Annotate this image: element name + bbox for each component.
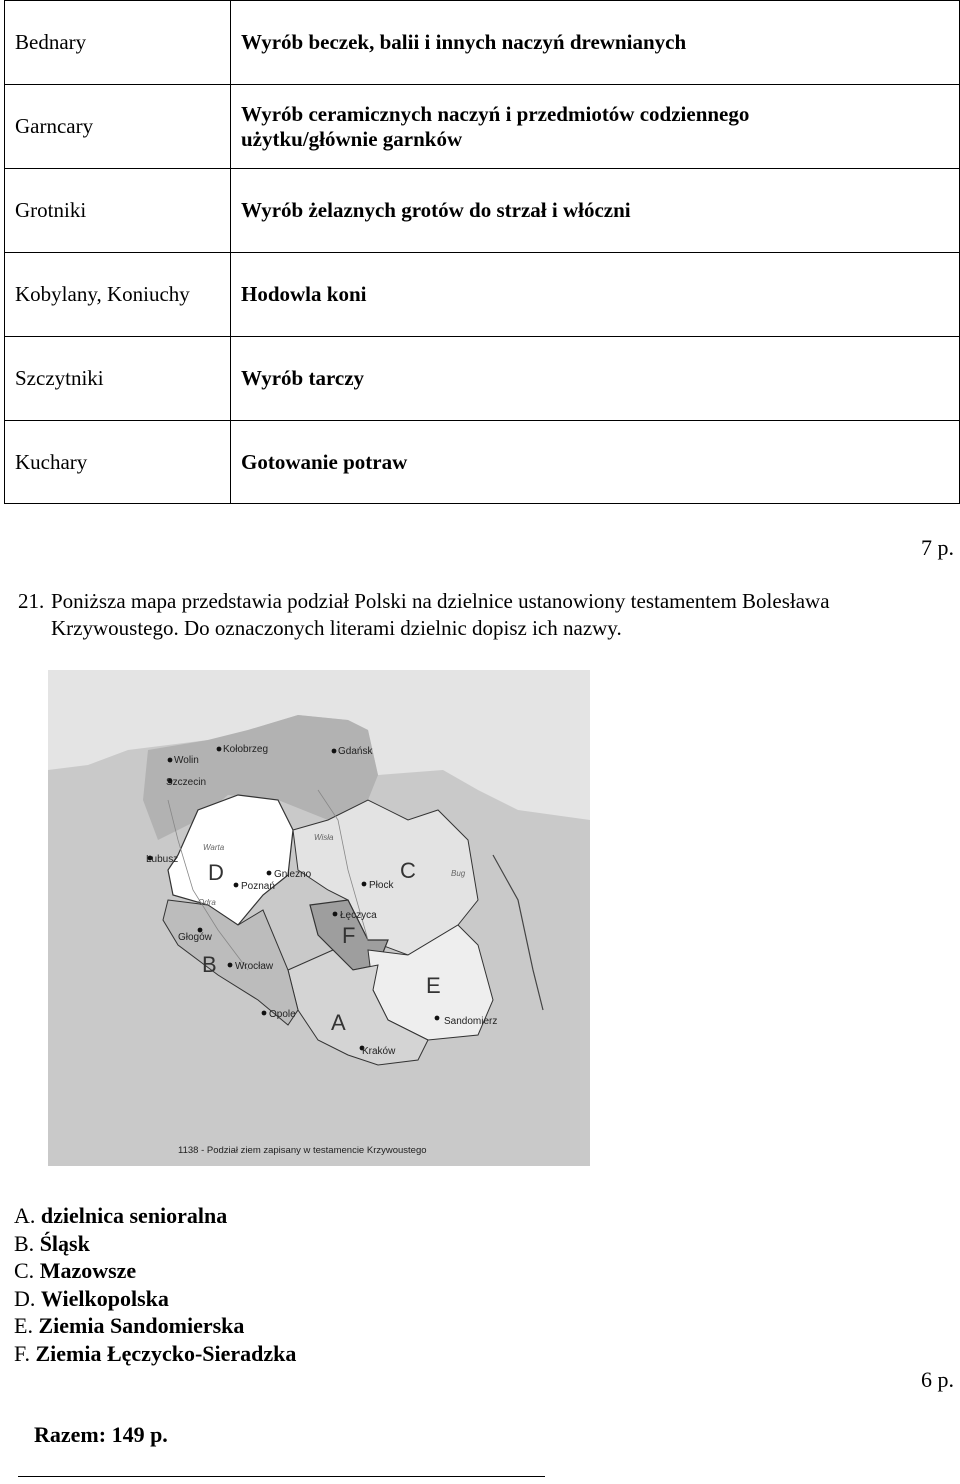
answer-item (14, 1257, 296, 1285)
city-label-plock: Płock (369, 880, 394, 891)
city-label-leczyca: Łęczyca (340, 910, 377, 921)
table-row (5, 337, 960, 421)
answer-letter: F. (14, 1340, 30, 1366)
answer-text: Ziemia Łęczycko-Sieradzka (35, 1340, 297, 1366)
river-label-warta: Warta (203, 843, 225, 852)
city-label-kolobrzeg: Kołobrzeg (223, 744, 269, 755)
answer-letter: C. (14, 1258, 35, 1283)
city-label-wolin: Wolin (174, 755, 199, 766)
answer-letter: A. (14, 1203, 36, 1228)
table-row (5, 421, 960, 504)
points-q21: 6 p. (921, 1367, 954, 1392)
city-label-szczecin: Szczecin (166, 777, 207, 788)
table-row (5, 253, 960, 337)
answers-list (14, 1202, 296, 1367)
city-label-wroclaw: Wrocław (235, 961, 274, 972)
city-dot (362, 882, 367, 887)
answer-item (14, 1312, 296, 1340)
river-label-wisla: Wisła (314, 833, 334, 842)
city-label-gdansk: Gdańsk (338, 746, 373, 757)
answer-item (14, 1285, 296, 1313)
region-letter-a: A (331, 1010, 346, 1035)
region-letter-f: F (342, 923, 356, 948)
village-name: Garncary (5, 85, 231, 169)
occupation-description-text: Wyrób ceramicznych naczyń i przedmiotów codziennego użytku/głównie garnków (241, 101, 750, 151)
question-text: Poniższa mapa przedstawia podział Polski na dzielnice ustanowiony testamentem Bolesława Krzywoustego. Do oznaczonych literami dzielnic dopisz ich nazwy. (51, 589, 830, 640)
village-name: Grotniki (5, 169, 231, 253)
answer-text: Śląsk (39, 1230, 90, 1256)
city-dot (333, 912, 338, 917)
answer-item (14, 1202, 296, 1230)
answer-letter: B. (14, 1230, 35, 1256)
occupation-description: Wyrób tarczy (231, 337, 960, 421)
city-dot (234, 883, 239, 888)
city-dot (435, 1016, 440, 1021)
total-score: Razem: 149 p. (34, 1422, 168, 1447)
footer-rule (18, 1476, 545, 1477)
city-dot (217, 747, 222, 752)
table-row (5, 169, 960, 253)
occupation-description: Wyrób beczek, balii i innych naczyń drewnianych (231, 1, 960, 85)
city-label-glogow: Głogów (178, 932, 212, 943)
answer-letter: D. (14, 1285, 36, 1311)
answer-text: Mazowsze (39, 1258, 137, 1283)
answer-item (14, 1230, 296, 1258)
city-label-opole: Opole (269, 1009, 296, 1020)
region-letter-d: D (208, 860, 224, 885)
partition-map (48, 670, 590, 1166)
occupation-description: Wyrób żelaznych grotów do strzał i włóczni (231, 169, 960, 253)
city-dot (262, 1011, 267, 1016)
city-dot (168, 758, 173, 763)
occupation-description: Gotowanie potraw (231, 421, 960, 504)
answer-item (14, 1340, 296, 1368)
region-letter-b: B (202, 952, 217, 977)
city-label-gniezno: Gniezno (274, 869, 312, 880)
city-dot (332, 749, 337, 754)
city-label-sandomierz: Sandomierz (444, 1016, 498, 1027)
occupation-description: Hodowla koni (231, 253, 960, 337)
question-21 (18, 588, 953, 642)
village-name: Szczytniki (5, 337, 231, 421)
answer-text: Ziemia Sandomierska (38, 1313, 245, 1338)
village-name: Bednary (5, 1, 231, 85)
answer-text: Wielkopolska (40, 1285, 169, 1311)
answer-text: dzielnica senioralna (40, 1203, 228, 1228)
question-number: 21. (18, 589, 45, 613)
occupations-table (4, 0, 960, 504)
table-row (5, 85, 960, 169)
city-label-krakow: Kraków (362, 1046, 396, 1057)
points-q20: 7 p. (921, 535, 954, 560)
city-label-lubusz: Lubusz (146, 854, 179, 865)
village-name: Kuchary (5, 421, 231, 504)
river-label-bug: Bug (451, 869, 466, 878)
city-label-poznan: Poznań (241, 881, 275, 892)
answer-letter: E. (14, 1313, 33, 1338)
city-dot (228, 963, 233, 968)
river-label-odra: Odra (198, 898, 216, 907)
occupation-description (231, 85, 960, 169)
region-letter-e: E (426, 973, 441, 998)
table-row (5, 1, 960, 85)
region-letter-c: C (400, 858, 416, 883)
map-caption: 1138 - Podział ziem zapisany w testamencie Krzywoustego (178, 1145, 427, 1156)
city-dot (267, 871, 272, 876)
village-name: Kobylany, Koniuchy (5, 253, 231, 337)
